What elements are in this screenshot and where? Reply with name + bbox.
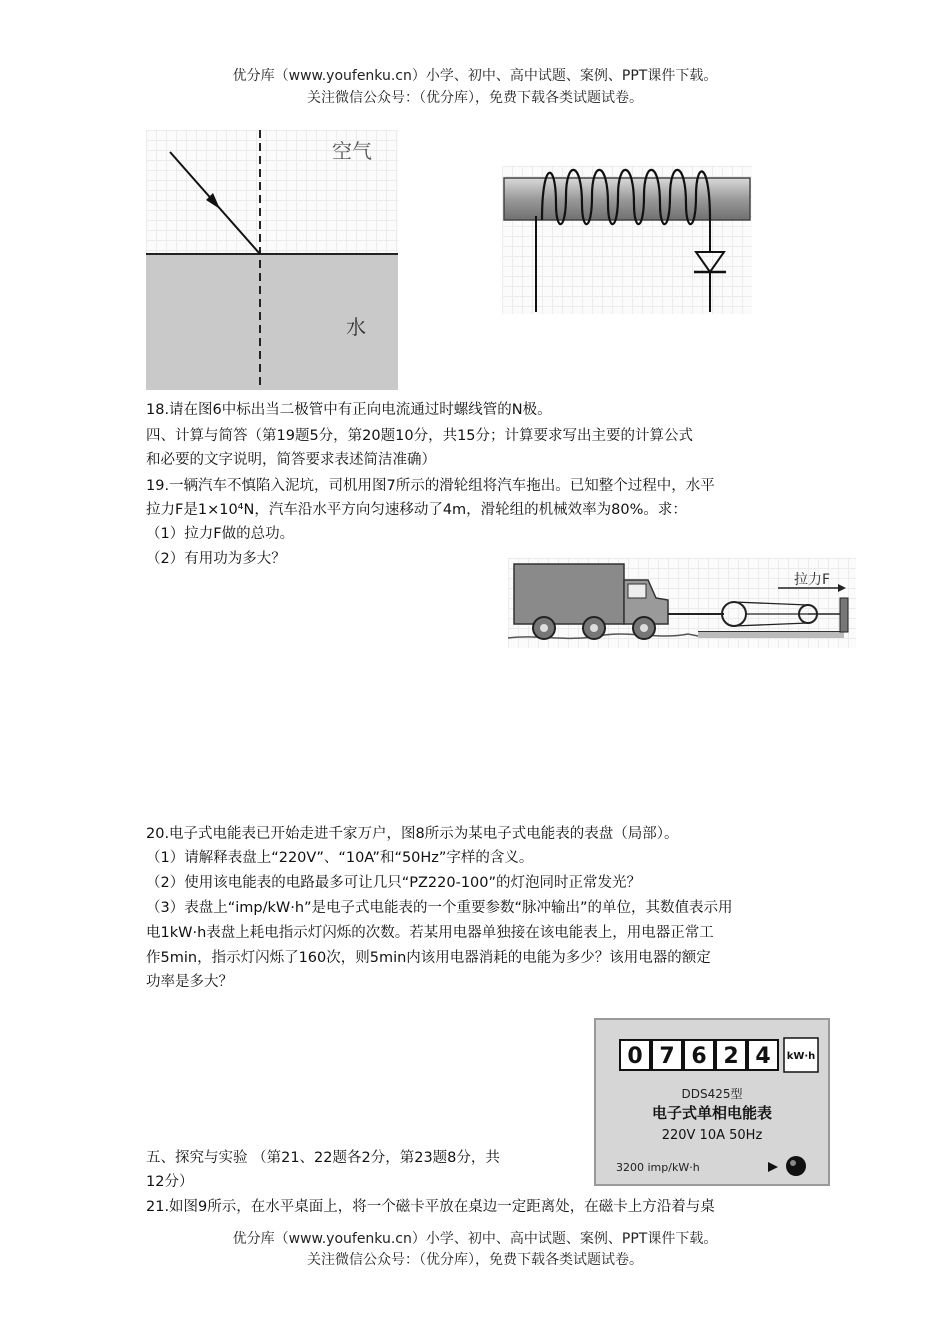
solenoid-diagram	[502, 166, 752, 314]
diode-icon	[696, 252, 724, 272]
meter-digit-3: 6	[691, 1044, 707, 1069]
section-4-title-line-1: 四、计算与简答（第19题5分，第20题10分，共15分；计算要求写出主要的计算公式	[146, 428, 694, 444]
question-19-part-2: （2）有用功为多大？	[146, 551, 286, 567]
truck-pulley-figure	[508, 558, 856, 648]
truck-cargo-box	[514, 564, 624, 624]
pulse-indicator-lamp-icon	[786, 1156, 806, 1176]
rope-segment-1	[734, 602, 808, 605]
anchor-post	[840, 598, 848, 632]
refraction-diagram	[146, 130, 398, 390]
iron-rod	[504, 178, 750, 220]
meter-ratings: 220V 10A 50Hz	[661, 1128, 763, 1143]
footer-line-1: 优分库（www.youfenku.cn）小学、初中、高中试题、案例、PPT课件下载。	[232, 1231, 718, 1247]
truck-hub-3	[640, 624, 648, 632]
air-label: 空气	[332, 139, 372, 163]
meter-pulse-rate: 3200 imp/kW·h	[616, 1161, 700, 1174]
truck-window	[628, 584, 646, 598]
question-19-line-2: 拉力F是1×10⁴N，汽车沿水平方向匀速移动了4m，滑轮组的机械效率为80%。求：	[146, 502, 687, 518]
question-20-part-3-line-1: （3）表盘上“imp/kW·h”是电子式电能表的一个重要参数“脉冲输出”的单位，其数值表示用	[146, 900, 733, 916]
movable-pulley	[722, 602, 746, 626]
question-20-part-2: （2）使用该电能表的电路最多可让几只“PZ220-100”的灯泡同时正常发光？	[146, 875, 642, 891]
question-19-line-1: 19.一辆汽车不慎陷入泥坑，司机用图7所示的滑轮组将汽车拖出。已知整个过程中，水平	[146, 478, 715, 494]
energy-meter-figure	[594, 1018, 830, 1186]
meter-digit-1: 0	[627, 1044, 643, 1069]
section-5-title-line-1: 五、探究与实验 （第21、22题各2分，第23题8分，共	[146, 1150, 500, 1166]
question-19-part-1: （1）拉力F做的总功。	[146, 526, 295, 542]
question-21-line-1: 21.如图9所示，在水平桌面上，将一个磁卡平放在桌边一定距离处，在磁卡上方沿着与桌	[146, 1199, 715, 1215]
truck-pulley-diagram	[508, 558, 856, 648]
question-20-line-1: 20.电子式电能表已开始走进千家万户，图8所示为某电子式电能表的表盘（局部）。	[146, 826, 679, 842]
meter-name: 电子式单相电能表	[651, 1104, 773, 1122]
meter-digit-4: 2	[723, 1044, 739, 1069]
header-line-2: 关注微信公众号：（优分库），免费下载各类试题试卷。	[307, 90, 643, 106]
force-label: 拉力F	[794, 572, 831, 588]
meter-unit-label: kW·h	[786, 1051, 816, 1062]
header-line-1: 优分库（www.youfenku.cn）小学、初中、高中试题、案例、PPT课件下载。	[232, 68, 718, 84]
road-hatch	[698, 632, 844, 638]
question-20-part-3-line-3: 作5min，指示灯闪烁了160次，则5min内该用电器消耗的电能为多少？该用电器的额定	[146, 950, 711, 966]
question-20-part-3-line-4: 功率是多大？	[146, 974, 233, 990]
section-5-title-line-2: 12分）	[146, 1174, 194, 1190]
meter-digit-5: 4	[755, 1044, 771, 1069]
energy-meter-panel	[596, 1020, 828, 1184]
force-arrow-icon	[838, 584, 846, 592]
pulse-arrow-icon	[768, 1162, 778, 1172]
question-20-part-3-line-2: 电1kW·h表盘上耗电指示灯闪烁的次数。若某用电器单独接在该电能表上，用电器正常工	[146, 925, 714, 941]
rope-segment-2	[734, 623, 808, 626]
footer-line-2: 关注微信公众号：（优分库），免费下载各类试题试卷。	[307, 1252, 643, 1268]
meter-model: DDS425型	[681, 1087, 743, 1101]
lamp-highlight	[790, 1160, 796, 1166]
section-4-title-line-2: 和必要的文字说明，简答要求表述简洁准确）	[146, 452, 436, 468]
question-18: 18.请在图6中标出当二极管中有正向电流通过时螺线管的N极。	[146, 402, 552, 418]
refraction-figure	[146, 130, 398, 390]
question-20-part-1: （1）请解释表盘上“220V”、“10A”和“50Hz”字样的含义。	[146, 850, 534, 866]
water-label: 水	[346, 315, 366, 339]
truck-hub-2	[590, 624, 598, 632]
meter-digit-2: 7	[659, 1044, 675, 1069]
truck-hub-1	[540, 624, 548, 632]
solenoid-figure	[502, 166, 752, 314]
